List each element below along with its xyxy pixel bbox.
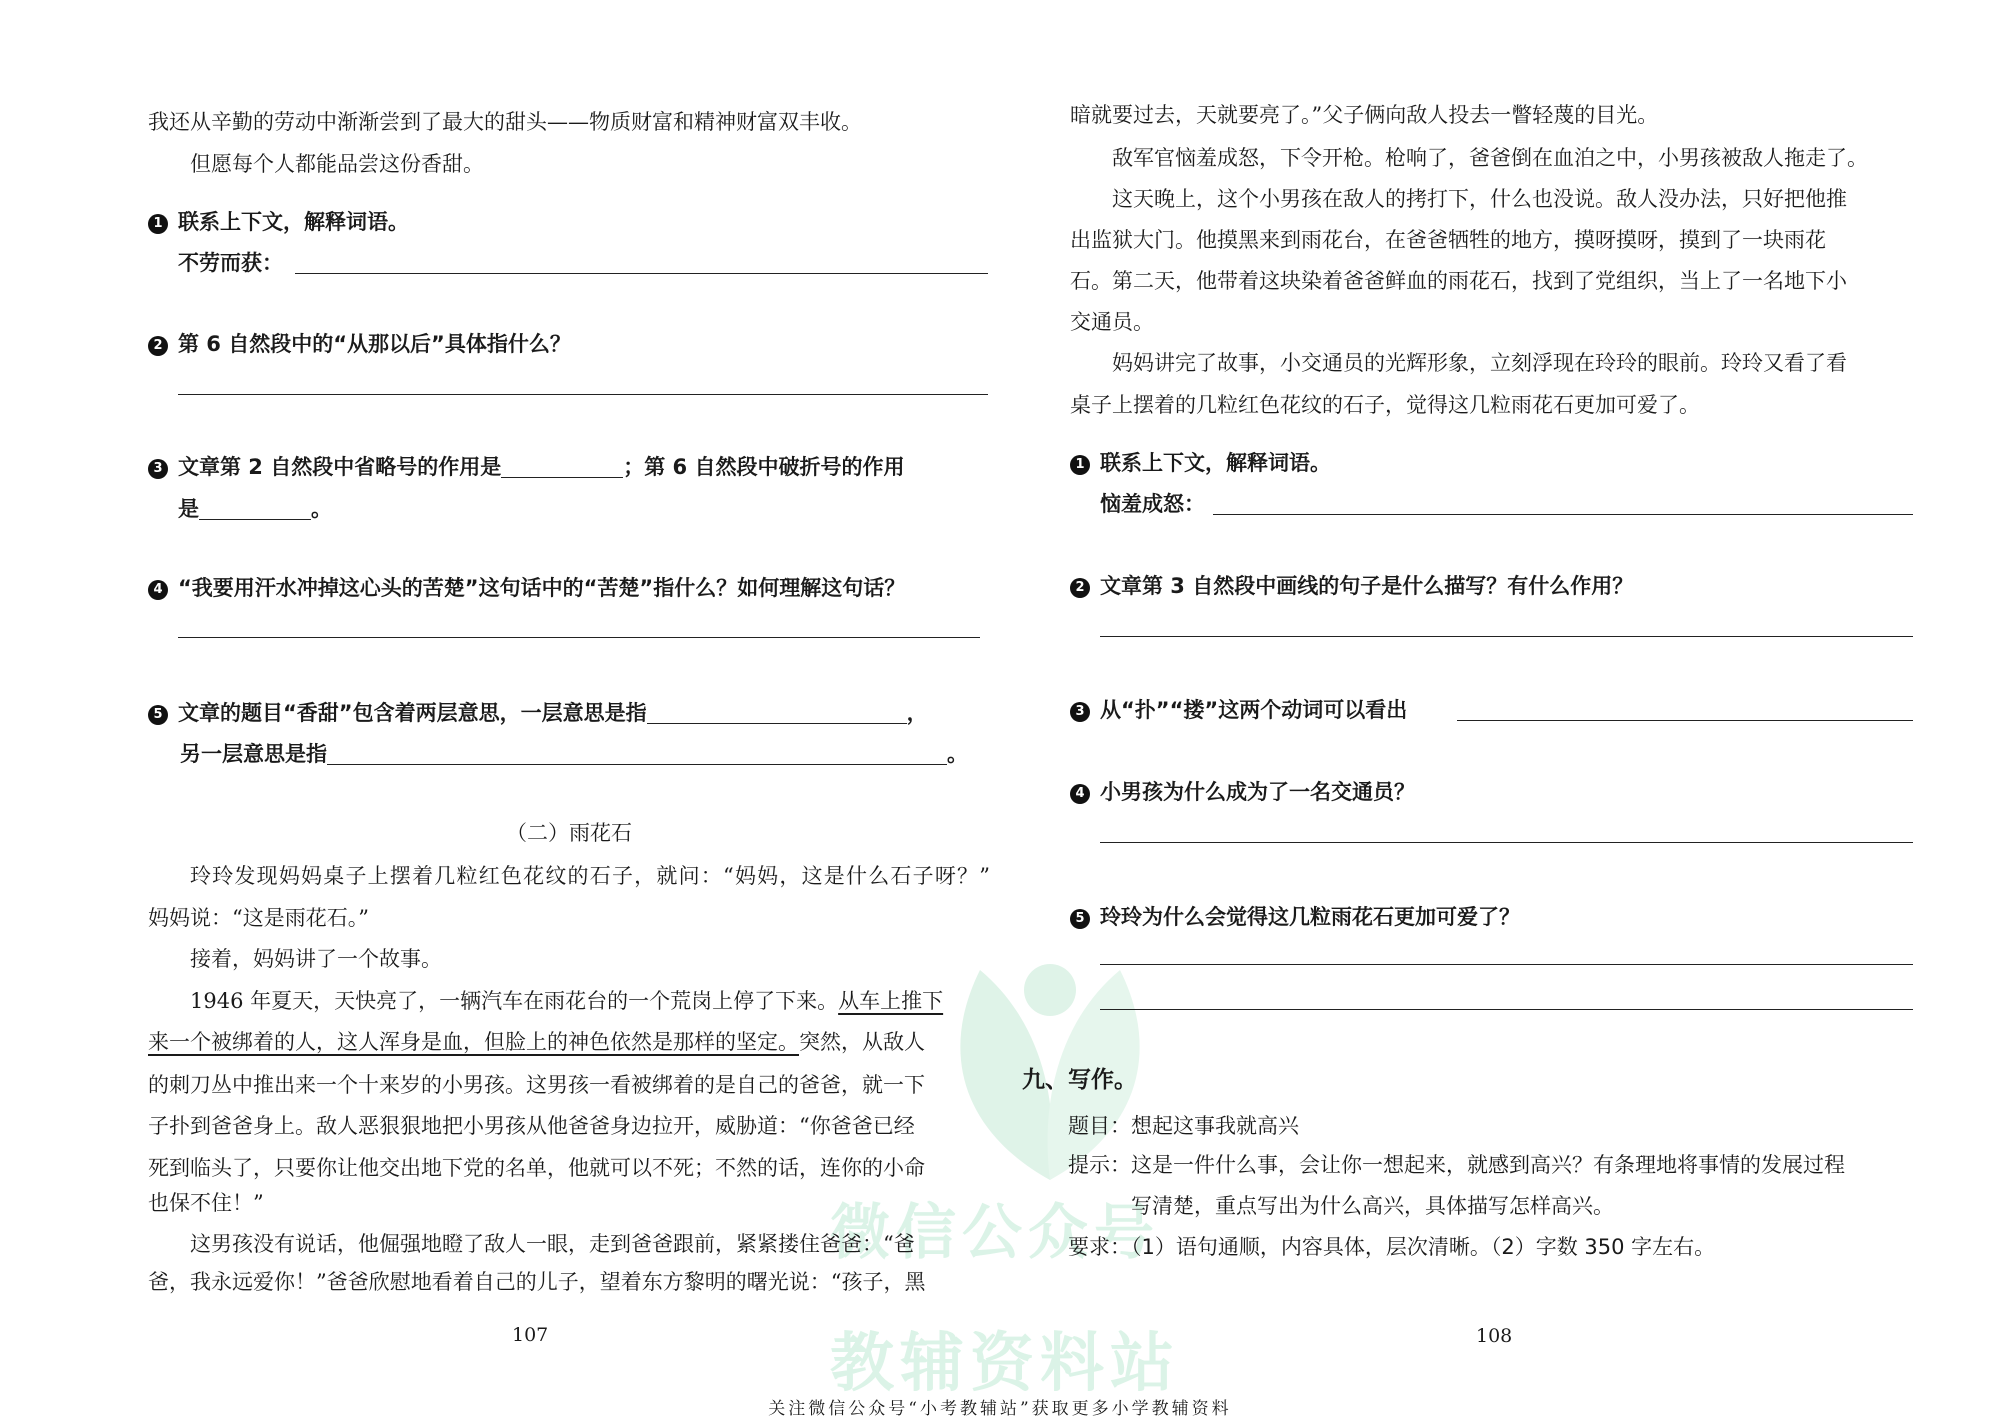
story-line: 交通员。 [1070,310,1154,334]
story-line: 桌子上摆着的几粒红色花纹的石子，觉得这几粒雨花石更加可爱了。 [1070,393,1700,417]
number-badge: 4 [148,580,168,600]
story-line: 子扑到爸爸身上。敌人恶狠狠地把小男孩从他爸爸身边拉开，威胁道：“你爸爸已经 [148,1114,915,1138]
writing-hint-cont: 写清楚，重点写出为什么高兴，具体描写怎样高兴。 [1131,1194,1614,1218]
question-3-cont [178,495,332,523]
question-text: 从“扑”“搂”这两个动词可以看出 [1100,698,1408,722]
story-line: 妈妈说：“这是雨花石。” [148,906,369,930]
question-text: “我要用汗水冲掉这心头的苦楚”这句话中的“苦楚”指什么？如何理解这句话？ [178,576,906,600]
question-text: 另一层意思是指 [180,742,327,766]
question-text: 。 [947,742,968,766]
question-2 [1070,572,1915,600]
question-text: 是 [178,497,199,521]
question-text: ， [906,701,928,725]
story-line: 死到临头了，只要你让他交出地下党的名单，他就可以不死；不然的话，连你的小命 [148,1156,925,1180]
answer-line[interactable] [1100,636,1913,637]
answer-line[interactable] [1213,514,1913,515]
question-2 [148,330,990,358]
number-badge: 2 [1070,578,1090,598]
page-number: 107 [512,1324,549,1346]
writing-topic: 题目：想起这事我就高兴 [1068,1114,1299,1138]
writing-heading: 九、写作。 [1022,1067,1137,1093]
number-badge: 5 [1070,909,1090,929]
answer-line[interactable] [1100,964,1913,965]
question-5 [148,699,990,727]
term-label: 不劳而获： [178,251,283,275]
question-text: 联系上下文，解释词语。 [1100,451,1331,475]
story-line [148,1028,990,1056]
question-text: 玲玲为什么会觉得这几粒雨花石更加可爱了？ [1100,905,1520,929]
watermark-line2: 教辅资料站 [830,1327,1180,1401]
text-line: 但愿每个人都能品尝这份香甜。 [190,152,484,176]
story-line: 玲玲发现妈妈桌子上摆着几粒红色花纹的石子，就问：“妈妈，这是什么石子呀？” [190,864,990,888]
answer-line[interactable] [1457,720,1913,721]
story-line: 敌军官恼羞成怒，下令开枪。枪响了，爸爸倒在血泊之中，小男孩被敌人拖走了。 [1112,146,1868,170]
term-label: 恼羞成怒： [1100,492,1205,516]
answer-blank[interactable] [501,455,623,478]
question-4 [148,574,990,602]
story-text: 1946 年夏天，天快亮了，一辆汽车在雨花台的一个荒岗上停了下来。 [190,989,839,1013]
story-line: 这男孩没有说话，他倔强地瞪了敌人一眼，走到爸爸跟前，紧紧搂住爸爸：“爸 [190,1232,915,1256]
underlined-sentence: 来一个被绑着的人，这人浑身是血，但脸上的神色依然是那样的坚定。 [148,1030,799,1054]
answer-blank[interactable] [327,742,947,765]
story-line: 暗就要过去，天就要亮了。”父子俩向敌人投去一瞥轻蔑的目光。 [1070,103,1659,127]
section-title: （二）雨花石 [506,821,632,845]
question-text: 文章的题目“香甜”包含着两层意思，一层意思是指 [178,701,647,725]
question-text: 联系上下文，解释词语。 [178,210,409,234]
footer-note: 关注微信公众号“小考教辅站”获取更多小学教辅资料 [768,1399,1232,1419]
question-4 [1070,778,1915,806]
number-badge: 1 [1070,455,1090,475]
story-line [148,987,990,1015]
writing-hint: 提示：这是一件什么事，会让你一想起来，就感到高兴？有条理地将事情的发展过程 [1068,1153,1845,1177]
story-text: 突然，从敌人 [799,1030,925,1054]
question-5 [1070,903,1915,931]
answer-line[interactable] [295,273,988,274]
question-text: 第 6 自然段中的“从那以后”具体指什么？ [178,332,571,356]
answer-line[interactable] [178,637,980,638]
story-line: 出监狱大门。他摸黑来到雨花台，在爸爸牺牲的地方，摸呀摸呀，摸到了一块雨花 [1070,228,1826,252]
number-badge: 4 [1070,784,1090,804]
answer-line[interactable] [178,394,988,395]
number-badge: 3 [1070,702,1090,722]
answer-blank[interactable] [647,701,907,724]
page-number: 108 [1476,1325,1513,1347]
story-line: 这天晚上，这个小男孩在敌人的拷打下，什么也没说。敌人没办法，只好把他推 [1112,187,1847,211]
writing-requirement: 要求：（1）语句通顺，内容具体，层次清晰。（2）字数 350 字左右。 [1068,1235,1716,1259]
watermark-line1: 微信公众号 [830,1198,1160,1268]
question-text: 。 [311,497,332,521]
question-text: 小男孩为什么成为了一名交通员？ [1100,780,1415,804]
question-text: 文章第 2 自然段中省略号的作用是 [178,455,502,479]
answer-line[interactable] [1100,1009,1913,1010]
text-line: 我还从辛勤的劳动中渐渐尝到了最大的甜头——物质财富和精神财富双丰收。 [148,110,862,134]
story-line: 的刺刀丛中推出来一个十来岁的小男孩。这男孩一看被绑着的是自己的爸爸，就一下 [148,1073,925,1097]
answer-blank[interactable] [199,497,311,520]
question-text: 文章第 3 自然段中画线的句子是什么描写？有什么作用？ [1100,574,1634,598]
number-badge: 5 [148,705,168,725]
answer-line[interactable] [1100,842,1913,843]
story-line: 也保不住！” [148,1191,264,1215]
question-5-cont [180,740,968,768]
number-badge: 2 [148,336,168,356]
number-badge: 1 [148,214,168,234]
story-line: 爸，我永远爱你！”爸爸欣慰地看着自己的儿子，望着东方黎明的曙光说：“孩子，黑 [148,1270,926,1294]
question-1 [148,208,990,236]
question-1 [1070,449,1915,477]
story-line: 石。第二天，他带着这块染着爸爸鲜血的雨花石，找到了党组织，当上了一名地下小 [1070,269,1847,293]
underlined-sentence: 从车上推下 [838,989,944,1013]
question-text: ；第 6 自然段中破折号的作用 [623,455,905,479]
question-3 [148,453,990,481]
number-badge: 3 [148,459,168,479]
story-line: 妈妈讲完了故事，小交通员的光辉形象，立刻浮现在玲玲的眼前。玲玲又看了看 [1112,351,1847,375]
story-line: 接着，妈妈讲了一个故事。 [190,947,442,971]
